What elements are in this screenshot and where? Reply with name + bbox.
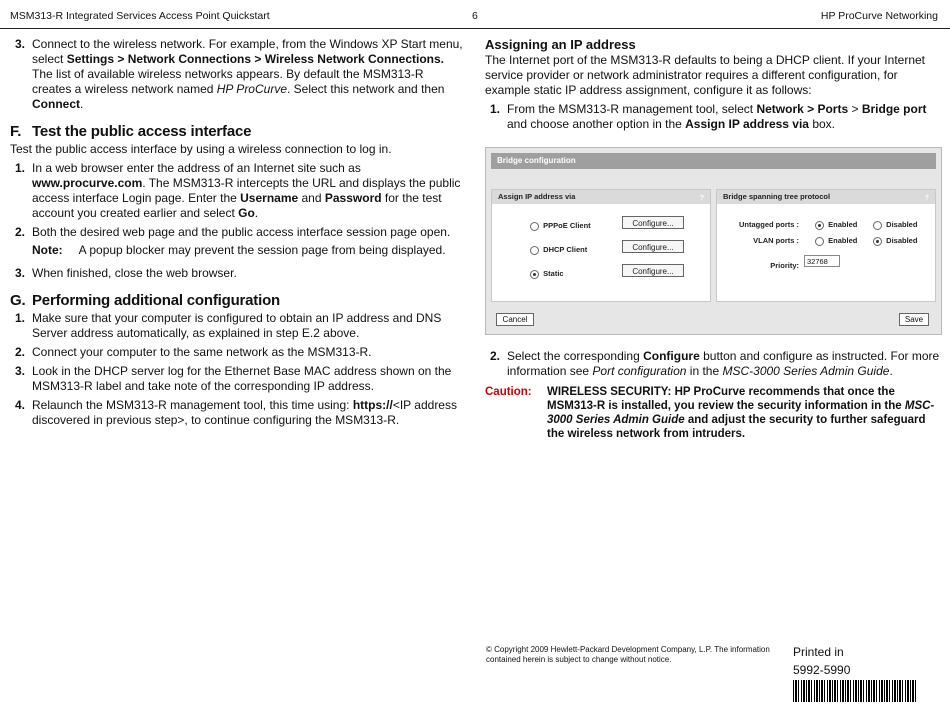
radio-selected-icon[interactable] — [530, 270, 539, 279]
section-heading-g — [10, 293, 465, 308]
subsection-heading: Assigning an IP address — [485, 37, 636, 52]
step-text: . — [254, 206, 259, 220]
part-number: 5992-5990 — [793, 663, 851, 677]
step-number: 2. — [490, 349, 501, 363]
list-item — [10, 311, 465, 341]
vlan-enabled[interactable] — [815, 233, 857, 248]
step-text: . Select this network and then — [287, 82, 445, 96]
configure-term: Configure — [643, 349, 700, 363]
barcode — [793, 680, 918, 702]
list-item — [10, 37, 465, 112]
radio-icon[interactable] — [815, 237, 824, 246]
step-number: 1. — [490, 102, 501, 116]
step-text: Both the desired web page and the public access interface session page open. — [32, 225, 451, 239]
panel-title-text: Assign IP address via — [498, 192, 576, 201]
step-text: in the — [686, 364, 723, 378]
option-label: Enabled — [828, 236, 858, 245]
menu-path: Network > Ports — [756, 102, 849, 116]
section-heading-f — [10, 124, 465, 139]
step-number: 3. — [15, 37, 26, 51]
configure-button[interactable]: Configure... — [622, 240, 684, 253]
option-dhcp[interactable] — [530, 242, 587, 257]
step-text: and choose another option in the — [507, 117, 686, 131]
list-item — [10, 345, 465, 360]
note — [32, 243, 465, 258]
panel-title — [717, 190, 935, 204]
caution-text: and adjust the security to further safeguard the wireless network from intruders. — [547, 414, 926, 440]
step-text: Select the corresponding — [507, 349, 644, 363]
step-text: . — [889, 364, 893, 378]
option-label: Disabled — [886, 220, 918, 229]
vlan-label: VLAN ports : — [753, 236, 799, 245]
option-label: DHCP Client — [543, 245, 588, 254]
section-letter: G. — [10, 292, 26, 309]
list-item — [10, 364, 465, 394]
connect-term: Connect — [32, 97, 80, 111]
step-text: box. — [808, 117, 835, 131]
stp-panel — [716, 189, 936, 302]
step-text: for the test account you created earlier and select — [32, 191, 442, 220]
step-text: > — [848, 102, 862, 116]
panel-title-text: Bridge spanning tree protocol — [723, 192, 831, 201]
option-pppoe[interactable] — [530, 218, 591, 233]
subsection-intro: The Internet port of the MSM313-R defaults to being a DHCP client. If your Internet service provider or network administrator requires a different configuration, for example static IP address assignment, configure it as follows: — [485, 53, 926, 97]
print-info — [793, 643, 850, 679]
configure-button[interactable]: Configure... — [622, 264, 684, 277]
step-text: Connect to the wireless network. For example, from the Windows XP Start menu, select — [32, 37, 463, 66]
step-text: In a web browser enter the address of an Internet site such as — [32, 161, 361, 175]
section-title: Test the public access interface — [32, 123, 252, 140]
step-text: The list of available wireless networks appears. By default the MSM313-R creates a wireless network named — [32, 67, 424, 96]
left-column — [10, 37, 465, 432]
step-text: and — [298, 191, 325, 205]
caution-label: Caution: — [485, 386, 532, 398]
page-header — [0, 0, 950, 29]
list-item — [10, 161, 465, 221]
option-static[interactable] — [530, 266, 564, 281]
step-text: <IP address discovered in previous step>, to continue configuring the MSM313-R. — [32, 398, 457, 427]
section-intro: Test the public access interface by using a wireless connection to log in. — [10, 142, 392, 156]
radio-icon[interactable] — [530, 222, 539, 231]
username-term: Username — [240, 191, 299, 205]
step-text: . — [80, 97, 84, 111]
option-label: Disabled — [886, 236, 918, 245]
untagged-label: Untagged ports : — [739, 220, 799, 229]
step-text: Relaunch the MSM313-R management tool, this time using: — [32, 398, 353, 412]
assign-ip-panel — [491, 189, 711, 302]
field-name: Assign IP address via — [685, 117, 809, 131]
note-label: Note: — [32, 243, 63, 257]
help-icon[interactable]: ? — [699, 195, 704, 202]
cancel-button[interactable]: Cancel — [496, 313, 534, 326]
radio-selected-icon[interactable] — [815, 221, 824, 230]
option-label: PPPoE Client — [543, 221, 591, 230]
step-text: button and configure as instructed. For more information see — [507, 349, 940, 378]
list-item — [10, 266, 465, 281]
option-label: Static — [543, 269, 564, 278]
site-url: www.procurve.com — [32, 176, 143, 190]
option-label: Enabled — [828, 220, 858, 229]
list-item — [485, 349, 940, 379]
help-icon[interactable]: ? — [924, 195, 929, 202]
priority-label: Priority: — [770, 261, 799, 270]
password-term: Password — [324, 191, 382, 205]
section-title: Performing additional configuration — [32, 292, 281, 309]
header-doc-title: MSM313-R Integrated Services Access Point Quickstart — [10, 10, 270, 22]
radio-icon[interactable] — [530, 246, 539, 255]
step-number: 1. — [15, 161, 26, 175]
note-text: A popup blocker may prevent the session page from being displayed. — [78, 243, 446, 257]
list-item — [10, 398, 465, 428]
step-number: 4. — [15, 398, 26, 412]
header-brand: HP ProCurve Networking — [820, 10, 938, 22]
bridge-config-screenshot — [485, 147, 942, 335]
step-text: . The MSM313-R intercepts the URL and displays the public access interface Login page. Enter the — [32, 176, 461, 205]
caution-block — [485, 385, 940, 441]
save-button[interactable]: Save — [899, 313, 929, 326]
priority-input[interactable]: 32768 — [804, 255, 840, 267]
list-item — [10, 225, 465, 240]
doc-reference: MSC-3000 Series Admin Guide — [547, 400, 935, 426]
vlan-disabled[interactable] — [873, 233, 917, 248]
doc-reference: MSC-3000 Series Admin Guide — [722, 364, 890, 378]
untagged-enabled[interactable] — [815, 217, 857, 232]
radio-icon[interactable] — [873, 221, 882, 230]
caution-text: WIRELESS SECURITY: HP ProCurve recommends that once the MSM313-R is installed, you review the security information in the — [547, 386, 905, 412]
menu-path: Bridge port — [861, 102, 927, 116]
screenshot-title-bar: Bridge configuration — [491, 153, 936, 169]
step-number: 3. — [15, 364, 26, 378]
right-column — [485, 37, 940, 441]
https-term: https:// — [352, 398, 393, 412]
menu-path: Settings > Network Connections > Wireless Network Connections. — [66, 52, 444, 66]
network-name: HP ProCurve — [216, 82, 287, 96]
printed-in-label: Printed in — [793, 645, 844, 659]
step-number: 1. — [15, 311, 26, 325]
go-term: Go — [238, 206, 255, 220]
radio-selected-icon[interactable] — [873, 237, 882, 246]
copyright-notice: © Copyright 2009 Hewlett-Packard Development Company, L.P. The information contained herein is subject to change without notice. — [486, 645, 770, 664]
list-item — [485, 102, 940, 132]
section-letter: F. — [10, 123, 22, 140]
untagged-disabled[interactable] — [873, 217, 917, 232]
step-number: 3. — [15, 266, 26, 280]
step-text: Connect your computer to the same network as the MSM313-R. — [32, 345, 372, 359]
step-number: 2. — [15, 225, 26, 239]
step-text: Make sure that your computer is configured to obtain an IP address and DNS Server address automatically, as explained in step E.2 above. — [32, 311, 442, 340]
page-number: 6 — [472, 10, 478, 22]
panel-title — [492, 190, 710, 204]
doc-reference: Port configuration — [592, 364, 687, 378]
step-number: 2. — [15, 345, 26, 359]
configure-button[interactable]: Configure... — [622, 216, 684, 229]
step-text: From the MSM313-R management tool, select — [507, 102, 757, 116]
step-text: Look in the DHCP server log for the Ethernet Base MAC address shown on the MSM313-R label and take note of the corresponding IP address. — [32, 364, 452, 393]
step-text: When finished, close the web browser. — [32, 266, 237, 280]
